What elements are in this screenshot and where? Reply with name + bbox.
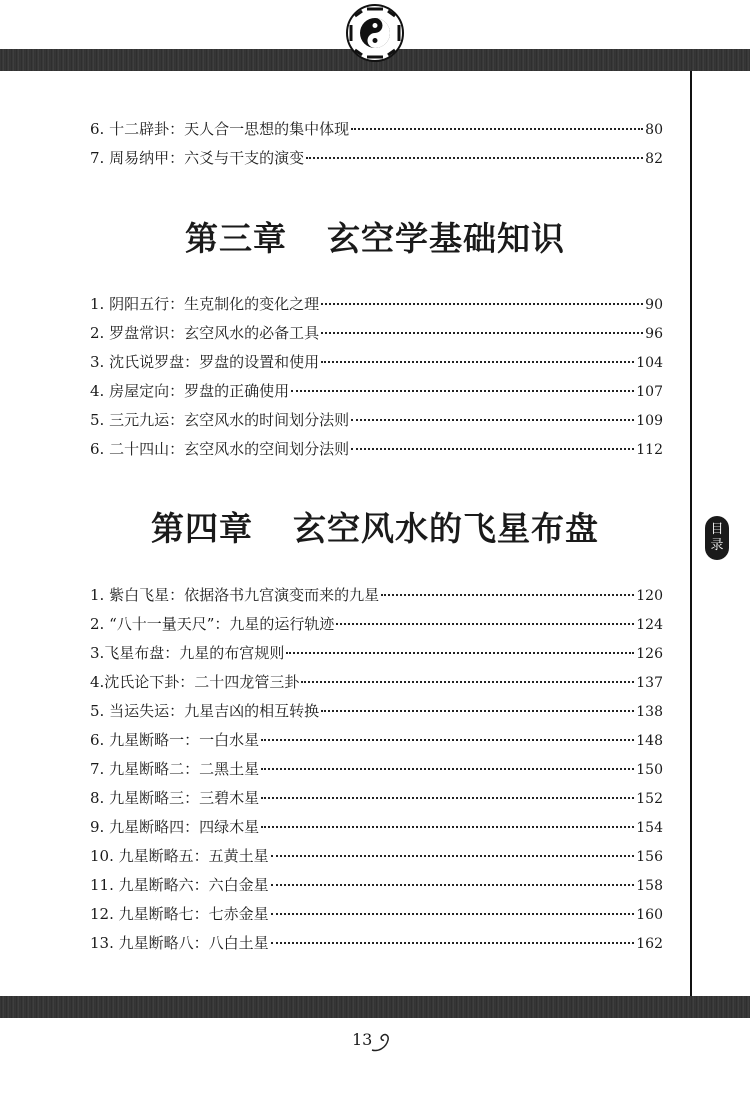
toc-entry[interactable] [90,350,663,374]
toc-title: 7. 周易纳甲：六爻与干支的演变 [90,149,305,167]
toc-entry[interactable] [90,815,663,839]
toc-page: 148 [636,733,663,749]
leader-dots [321,302,643,305]
toc-title: 8. 九星断略三：三碧木星 [90,789,260,807]
bottom-decorative-band [0,996,750,1018]
toc-page: 156 [636,849,663,865]
toc-title: 2. 罗盘常识：玄空风水的必备工具 [90,324,320,342]
toc-page: 107 [636,384,663,400]
toc-entry[interactable] [90,786,663,810]
toc-title: 7. 九星断略二：二黑土星 [90,760,260,778]
leader-dots [261,767,634,770]
toc-page: 96 [645,326,663,342]
toc-entry[interactable] [90,844,663,868]
chapter-title: 玄空风水的飞星布盘 [293,509,599,548]
toc-entry[interactable] [90,146,663,170]
toc-entry[interactable] [90,641,663,665]
chapter-label: 第三章 [185,219,287,258]
leader-dots [271,854,635,857]
toc-entry[interactable] [90,670,663,694]
toc-title: 11. 九星断略六：六白金星 [90,876,269,894]
toc-entry[interactable] [90,902,663,926]
leader-dots [291,389,634,392]
toc-entry[interactable] [90,757,663,781]
chapter-4-heading [0,503,750,550]
toc-entry[interactable] [90,292,663,316]
toc-page: 90 [645,297,663,313]
toc-entry[interactable] [90,873,663,897]
toc-title: 1. 紫白飞星：依据洛书九宫演变而来的九星 [90,586,380,604]
leader-dots [351,447,634,450]
toc-entry[interactable] [90,117,663,141]
toc-title: 4. 房屋定向：罗盘的正确使用 [90,382,290,400]
toc-page: 112 [636,442,663,458]
toc-title: 4.沈氏论下卦：二十四龙管三卦 [90,673,300,691]
toc-page: 160 [636,907,663,923]
toc-page: 138 [636,704,663,720]
chapter-3-heading [0,213,750,260]
leader-dots [351,127,643,130]
toc-entry[interactable] [90,321,663,345]
toc-page: 80 [645,122,663,138]
leader-dots [301,680,634,683]
toc-title: 6. 二十四山：玄空风水的空间划分法则 [90,440,350,458]
toc-entry[interactable] [90,612,663,636]
toc-title: 12. 九星断略七：七赤金星 [90,905,269,923]
toc-page: 158 [636,878,663,894]
toc-title: 6. 十二辟卦：天人合一思想的集中体现 [90,120,350,138]
swirl-ornament-icon [370,1030,392,1054]
toc-page: 120 [636,588,663,604]
toc-page: 137 [636,675,663,691]
leader-dots [321,331,643,334]
toc-title: 1. 阴阳五行：生克制化的变化之理 [90,295,320,313]
toc-entry[interactable] [90,408,663,432]
toc-title: 6. 九星断略一：一白水星 [90,731,260,749]
toc-page: 124 [636,617,663,633]
toc-page: 150 [636,762,663,778]
bagua-yinyang-icon [346,4,404,62]
toc-page: 162 [636,936,663,952]
toc-entry[interactable] [90,728,663,752]
toc-page: 152 [636,791,663,807]
chapter-label: 第四章 [151,509,253,548]
toc-title: 10. 九星断略五：五黄土星 [90,847,269,865]
toc-title: 2. “八十一量天尺”：九星的运行轨迹 [90,615,335,633]
toc-title: 5. 三元九运：玄空风水的时间划分法则 [90,411,350,429]
page-number: 13 [352,1030,373,1049]
chapter-title: 玄空学基础知识 [327,219,565,258]
tab-char-1: 目 [710,522,724,537]
leader-dots [306,156,643,159]
toc-side-tab [705,516,729,560]
toc-title: 5. 当运失运：九星吉凶的相互转换 [90,702,320,720]
toc-entry[interactable] [90,379,663,403]
toc-page: 154 [636,820,663,836]
toc-page: 109 [636,413,663,429]
toc-entry[interactable] [90,583,663,607]
leader-dots [351,418,634,421]
tab-char-2: 录 [710,538,724,553]
leader-dots [321,709,634,712]
toc-entry[interactable] [90,931,663,955]
leader-dots [271,912,635,915]
leader-dots [261,825,634,828]
toc-title: 3. 沈氏说罗盘：罗盘的设置和使用 [90,353,320,371]
toc-entry[interactable] [90,699,663,723]
toc-title: 9. 九星断略四：四绿木星 [90,818,260,836]
leader-dots [381,593,634,596]
leader-dots [321,360,634,363]
toc-page: 82 [645,151,663,167]
toc-title: 13. 九星断略八：八白土星 [90,934,269,952]
leader-dots [286,651,634,654]
toc-title: 3.飞星布盘：九星的布宫规则 [90,644,285,662]
leader-dots [271,941,635,944]
leader-dots [261,796,634,799]
toc-entry[interactable] [90,437,663,461]
toc-page: 104 [636,355,663,371]
leader-dots [271,883,635,886]
toc-page: 126 [636,646,663,662]
leader-dots [261,738,634,741]
leader-dots [336,622,634,625]
